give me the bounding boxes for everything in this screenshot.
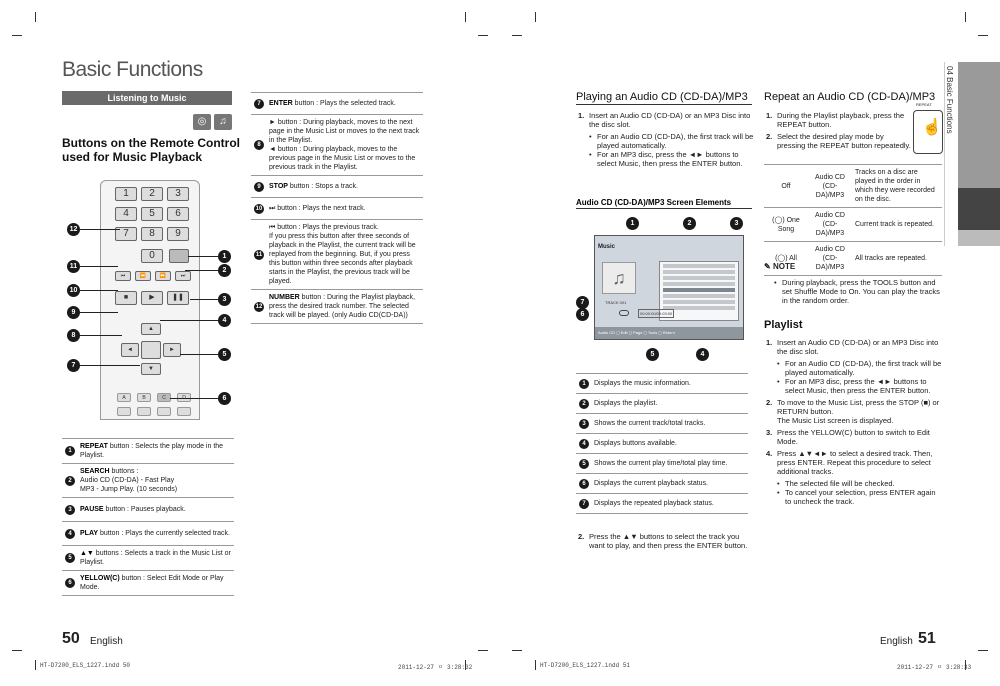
page-number: 50 — [62, 630, 80, 647]
remote-key-8: 8 — [141, 227, 163, 241]
callout-6: 6 — [218, 392, 231, 405]
heading-screen-elements: Audio CD (CD-DA)/MP3 Screen Elements — [576, 198, 752, 209]
callout-12: 12 — [67, 223, 80, 236]
list-item: • To cancel your selection, press ENTER again to uncheck the track. — [777, 488, 936, 506]
crop-mark — [478, 35, 488, 36]
remote-key-prev: ⏮ — [115, 271, 131, 281]
list-item: 4. Press ▲▼◄► to select a desired track. Then, press ENTER. Repeat this procedure to select additional tracks. — [766, 449, 933, 476]
remote-key-3: 3 — [167, 187, 189, 201]
remote-key-smart — [117, 407, 131, 416]
remote-key-5: 5 — [141, 207, 163, 221]
crop-mark — [35, 12, 36, 22]
table-row: 6 YELLOW(C) button : Select Edit Mode or Play Mode. — [62, 571, 234, 596]
remote-key-right: ► — [163, 343, 181, 357]
callout-leader — [185, 270, 218, 271]
playlist-steps — [766, 338, 942, 506]
hand-pointer-icon: ☝ — [922, 119, 942, 136]
play-step-2 — [578, 532, 754, 553]
date-info: 2011-12-27 ㅇ 3:28:32 — [398, 664, 473, 671]
callout-leader — [80, 229, 120, 230]
table-row: 4 PLAY button : Plays the currently selected track. — [62, 522, 234, 546]
list-item: 1. During the Playlist playback, press the REPEAT button. — [766, 111, 905, 129]
screen-header: Music — [598, 244, 616, 250]
screen-callout-1: 1 — [626, 217, 639, 230]
callout-leader — [80, 312, 118, 313]
list-item: 1. Insert an Audio CD (CD-DA) or an MP3 Disc into the disc slot. — [578, 111, 751, 129]
table-row: 1 Displays the music information. — [576, 374, 748, 394]
remote-key-0: 0 — [141, 249, 163, 263]
page-title: Basic Functions — [62, 58, 203, 81]
screen-callout-7: 7 — [576, 296, 589, 309]
callout-11: 11 — [67, 260, 80, 273]
table-row: 11 ⏮ button : Plays the previous track. If you press this button after three seconds of playback in the Playlist, the current track will be replayed from the beginning. But, if you press this button within three seconds after playback starts in the Playlist, the previous track will be played. — [251, 220, 423, 290]
remote-key-c: C — [157, 393, 171, 402]
callout-2: 2 — [218, 264, 231, 277]
heading-playlist: Playlist — [764, 319, 803, 331]
list-item: • For an MP3 disc, press the ◄► buttons to select Music, then press the ENTER button. — [589, 150, 743, 168]
callout-leader — [188, 256, 218, 257]
music-note-icon: ♫ — [602, 262, 636, 294]
table-row: 1 REPEAT button : Selects the play mode in the Playlist. — [62, 439, 234, 464]
table-row: 5 ▲▼ buttons : Selects a track in the Music List or Playlist. — [62, 546, 234, 571]
file-info: HT-D7200_ELS_1227.indd 51 — [540, 662, 631, 669]
list-item: • For an MP3 disc, press the ◄► buttons to select Music, then press the ENTER button. — [777, 377, 931, 395]
table-row: 3 Shows the current track/total tracks. — [576, 414, 748, 434]
screen-time: 00:00:00/00:03:00 — [640, 311, 673, 316]
table-row: 3 PAUSE button : Pauses playback. — [62, 498, 234, 522]
crop-mark — [12, 650, 22, 651]
crop-mark — [512, 35, 522, 36]
remote-key-rew: ⏪ — [135, 271, 151, 281]
list-item: 2. Select the desired play mode by pressing the REPEAT button repeatedly. — [766, 132, 911, 150]
remote-key-up: ▲ — [141, 323, 161, 335]
screen-callout-4: 4 — [696, 348, 709, 361]
remote-key-left: ◄ — [121, 343, 139, 357]
callout-leader — [80, 266, 118, 267]
note-body: • During playback, press the TOOLS button and set Shuffle Mode to On. You can play the tracks in the random order. — [774, 278, 940, 305]
screen-elements-table — [576, 373, 748, 514]
list-item: 2. Press the ▲▼ buttons to select the track you want to play, and then press the ENTER button. — [578, 532, 748, 550]
chapter-side-tab — [944, 62, 1000, 246]
remote-repeat-icon: REPEAT ☝ — [913, 110, 943, 154]
note-title: ✎ NOTE — [764, 262, 796, 271]
callout-1: 1 — [218, 250, 231, 263]
table-row: 8 ► button : During playback, moves to the next page in the Music List or moves to the next track in the Playlist. ◄ button : During playback, moves to the previous page in the Music List or moves to the previous track in the Playlist. — [251, 115, 423, 176]
remote-key-next: ⏭ — [175, 271, 191, 281]
remote-key-play: ▶ — [141, 291, 163, 305]
crop-mark — [535, 660, 536, 670]
pencil-icon: ✎ — [764, 262, 771, 271]
list-item: 3. Press the YELLOW(C) button to switch to Edit Mode. — [766, 428, 930, 446]
heading-playing: Playing an Audio CD (CD-DA)/MP3 — [576, 90, 752, 105]
remote-key-2: 2 — [141, 187, 163, 201]
remote-key-1: 1 — [115, 187, 137, 201]
list-item: • The selected file will be checked. — [777, 479, 895, 488]
remote-key-a: A — [117, 393, 131, 402]
remote-key-7: 7 — [115, 227, 137, 241]
callout-10: 10 — [67, 284, 80, 297]
table-row: 5 Shows the current play time/total play time. — [576, 454, 748, 474]
section-bar: Listening to Music — [62, 91, 232, 105]
crop-mark — [465, 12, 466, 22]
date-info: 2011-12-27 ㅇ 3:28:33 — [897, 664, 972, 671]
callout-7: 7 — [67, 359, 80, 372]
play-steps — [578, 111, 754, 168]
callout-4: 4 — [218, 314, 231, 327]
screen-callout-2: 2 — [683, 217, 696, 230]
table-row: Off Audio CD (CD-DA)/MP3 Tracks on a disc are played in the order in which they were recorded on the disc. — [764, 165, 942, 208]
callout-5: 5 — [218, 348, 231, 361]
page-language: English — [90, 636, 123, 647]
remote-key-repeat — [169, 249, 189, 263]
remote-key-9: 9 — [167, 227, 189, 241]
list-item: 2. To move to the Music List, press the STOP (■) or RETURN button. The Music List screen is displayed. — [766, 398, 940, 425]
button-table-1 — [62, 438, 234, 596]
screen-callout-6: 6 — [576, 308, 589, 321]
table-row: 6 Displays the current playback status. — [576, 474, 748, 494]
callout-leader — [80, 335, 122, 336]
table-row: 7 Displays the repeated playback status. — [576, 494, 748, 514]
table-row: (◯) All Audio CD (CD-DA)/MP3 All tracks are repeated. — [764, 242, 942, 276]
list-item: • For an Audio CD (CD-DA), the first track will be played automatically. — [777, 359, 942, 377]
table-row: (◯) One Song Audio CD (CD-DA)/MP3 Current track is repeated. — [764, 208, 942, 242]
section-heading: Buttons on the Remote Control used for Music Playback — [62, 136, 240, 164]
table-row: 4 Displays buttons available. — [576, 434, 748, 454]
remote-key-ff: ⏩ — [155, 271, 171, 281]
crop-mark — [478, 650, 488, 651]
screen-callout-5: 5 — [646, 348, 659, 361]
remote-key-pause: ❚❚ — [167, 291, 189, 305]
crop-mark — [35, 660, 36, 670]
screen-track: TRACK 001 — [605, 300, 627, 305]
page-number: 51 — [918, 630, 936, 647]
screen-callout-3: 3 — [730, 217, 743, 230]
callout-leader — [160, 320, 218, 321]
remote-key-4: 4 — [115, 207, 137, 221]
crop-mark — [978, 650, 988, 651]
crop-mark — [512, 650, 522, 651]
table-row: 2 Displays the playlist. — [576, 394, 748, 414]
remote-key-6: 6 — [167, 207, 189, 221]
callout-leader — [190, 299, 218, 300]
table-row: 10 ⏭ button : Plays the next track. — [251, 198, 423, 220]
chapter-tab-label: 04 Basic Functions — [945, 66, 954, 134]
crop-mark — [12, 35, 22, 36]
list-item: • For an Audio CD (CD-DA), the first track will be played automatically. — [589, 132, 754, 150]
music-note-icon: ♫ — [214, 114, 232, 130]
disc-icon: ◎ — [193, 114, 211, 130]
table-row: 2 SEARCH buttons : Audio CD (CD-DA) - Fast Play MP3 - Jump Play. (10 seconds) — [62, 464, 234, 498]
file-info: HT-D7200_ELS_1227.indd 50 — [40, 662, 131, 669]
callout-leader — [80, 290, 118, 291]
screen-bottom-bar: Audio CD ◻ Edit ◻ Page ◻ Tools ◻ Return — [595, 327, 743, 339]
remote-key-hub — [157, 407, 171, 416]
crop-mark — [535, 12, 536, 22]
remote-key-search — [137, 407, 151, 416]
button-table-2 — [251, 92, 423, 324]
page-language: English — [880, 636, 913, 647]
remote-key-down: ▼ — [141, 363, 161, 375]
repeat-status-icon — [619, 310, 629, 316]
remote-key-stop: ■ — [115, 291, 137, 305]
callout-3: 3 — [218, 293, 231, 306]
repeat-mode-table — [764, 164, 942, 276]
crop-mark — [965, 12, 966, 22]
callout-8: 8 — [67, 329, 80, 342]
callout-leader — [80, 365, 140, 366]
list-item: 1. Insert an Audio CD (CD-DA) or an MP3 Disc into the disc slot. — [766, 338, 939, 356]
callout-9: 9 — [67, 306, 80, 319]
remote-control-illustration — [100, 180, 200, 420]
table-row: 7 ENTER button : Plays the selected track. — [251, 93, 423, 115]
remote-key-3d — [177, 407, 191, 416]
crop-mark — [978, 35, 988, 36]
music-screen-illustration — [594, 235, 744, 340]
callout-leader — [170, 398, 218, 399]
remote-key-enter — [141, 341, 161, 359]
remote-key-b: B — [137, 393, 151, 402]
heading-repeat: Repeat an Audio CD (CD-DA)/MP3 — [764, 91, 936, 103]
repeat-steps — [766, 111, 911, 153]
callout-leader — [180, 354, 218, 355]
media-icons — [193, 114, 232, 130]
table-row: 12 NUMBER button : During the Playlist playback, press the desired track number. The selected track will be played. (only Audio CD(CD-DA)) — [251, 290, 423, 324]
table-row: 9 STOP button : Stops a track. — [251, 176, 423, 198]
